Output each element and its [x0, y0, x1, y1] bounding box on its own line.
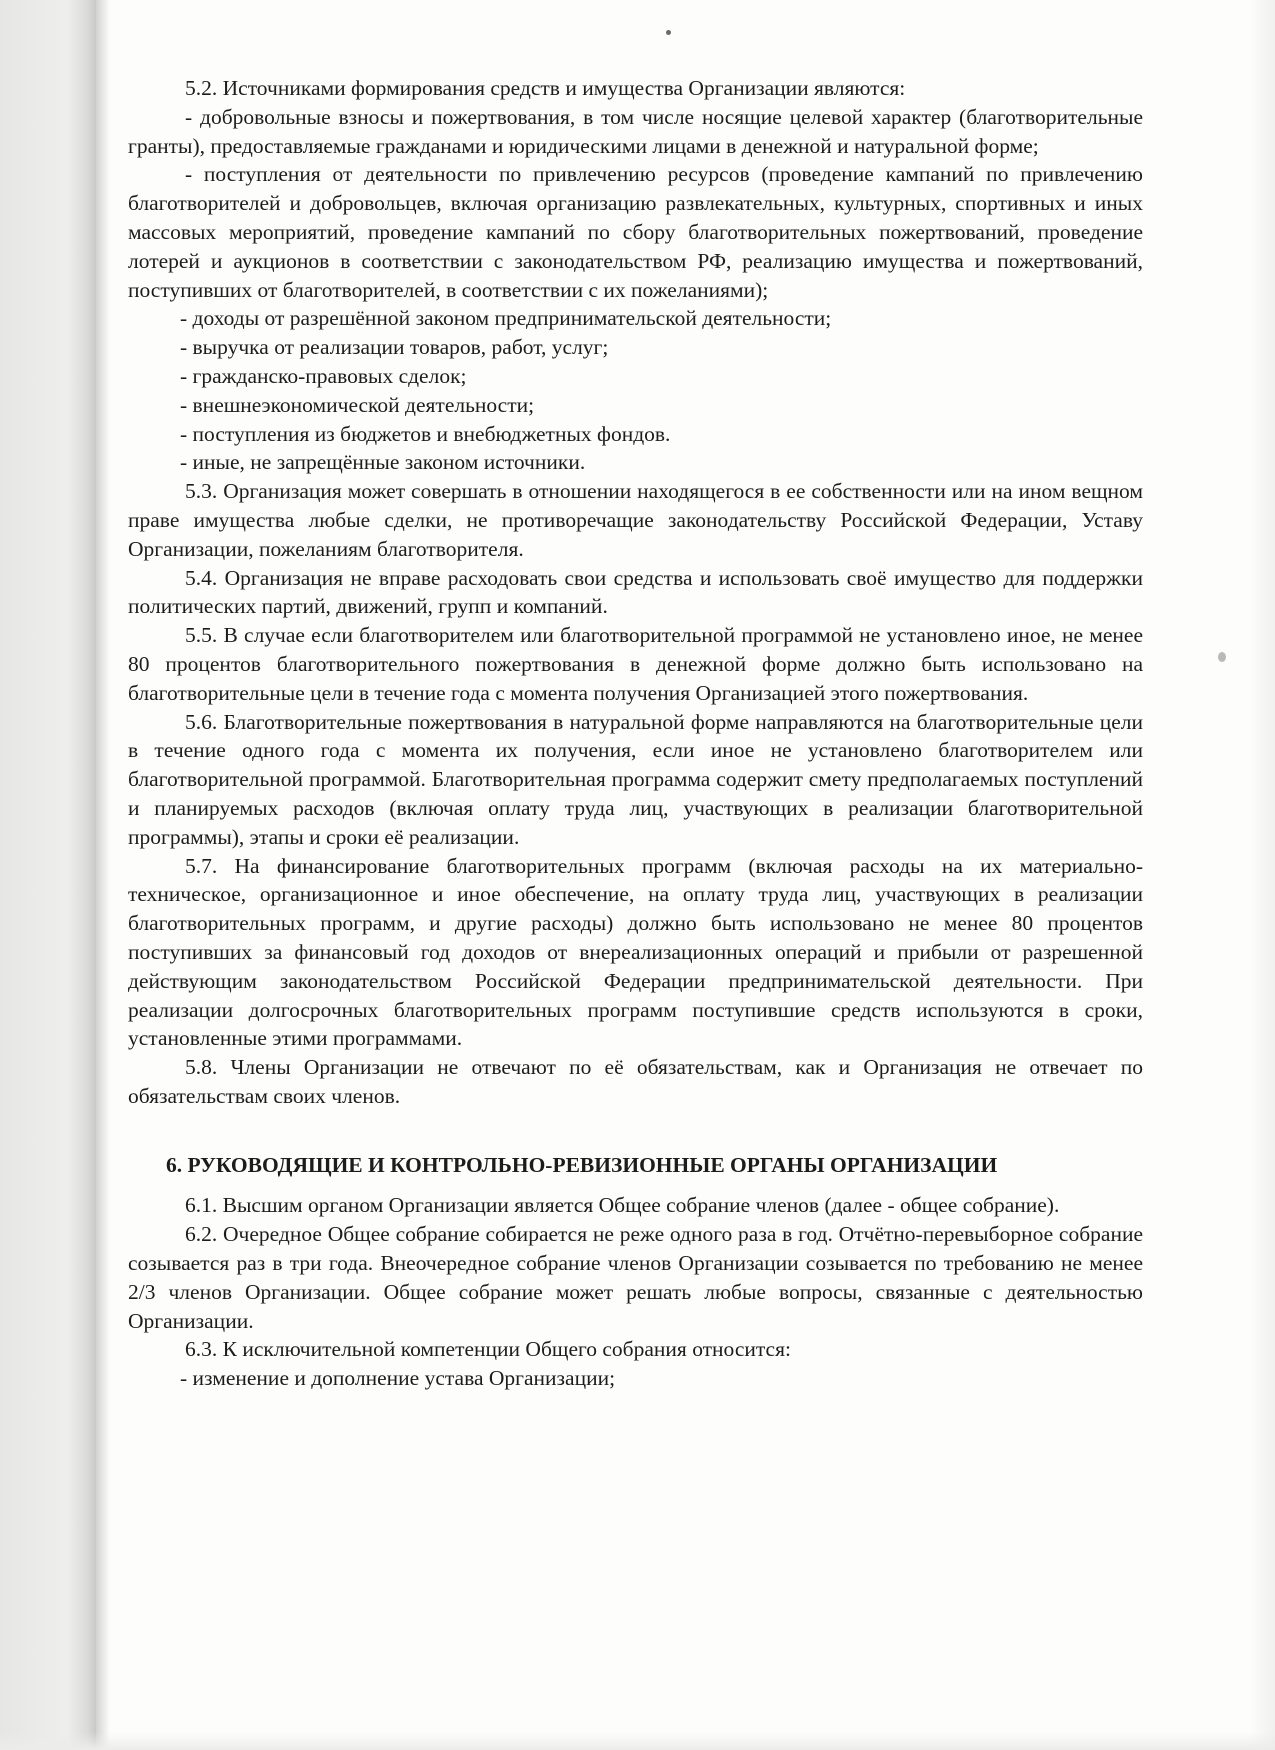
page-edge: [1249, 0, 1275, 1750]
paragraph: - добровольные взносы и пожертвования, в том числе носящие целевой характер (благотворительные гранты), предоставляемые гражданами и юридическими лицами в денежной и натуральной форме;: [128, 104, 1143, 158]
paragraph: 5.6. Благотворительные пожертвования в натуральной форме направляются на благотворительные цели в течение одного года с момента их получения, если иное не установлено благотворителем или благотворительной программой. Благотворительная программа содержит смету предполагаемых поступлений и планируемых расходов (включая оплату труда лиц, участвующих в реализации благотворительной программы), этапы и сроки её реализации.: [128, 709, 1143, 849]
paragraph: 5.8. Члены Организации не отвечают по её обязательствам, как и Организация не отвечает по обязательствам своих членов.: [128, 1055, 1143, 1108]
paragraph: 6.3. К исключительной компетенции Общего собрания относится:: [185, 1337, 791, 1362]
paragraph: 5.2. Источниками формирования средств и имущества Организации являются:: [185, 76, 906, 100]
list-item: - доходы от разрешённой законом предпринимательской деятельности;: [180, 306, 832, 331]
section-gap: [128, 1111, 1143, 1151]
binding-margin: [0, 0, 96, 1750]
list-item: - иные, не запрещённые законом источники.: [180, 450, 586, 475]
binding-shadow: [96, 0, 110, 1750]
paragraph: 5.5. В случае если благотворителем или благотворительной программой не установлено иное, не менее 80 процентов благотворительного пожертвования в денежной форме должно быть использовано на благотворительные цели в течение года с момента получения Организацией этого пожертвования.: [128, 623, 1143, 705]
scan-speck: [1218, 652, 1226, 662]
list-item: - поступления из бюджетов и внебюджетных фондов.: [180, 421, 671, 446]
page-bottom-edge: [0, 1732, 1275, 1750]
section-5-text: [128, 74, 1143, 1111]
list-item: - гражданско-правовых сделок;: [180, 363, 467, 388]
list-item: - выручка от реализации товаров, работ, услуг;: [180, 335, 609, 360]
paragraph: 5.7. На финансирование благотворительных программ (включая расходы на их материально-техническое, организационное и иное обеспечение, на оплату труда лиц, участвующих в реализации благотворительных программ, и другие расходы) должно быть использовано не менее 80 процентов поступивших за финансовый год доходов от внереализационных операций и прибыли от разрешенной действующим законодательством Российской Федерации предпринимательской деятельности. При реализации долгосрочных благотворительных программ поступившие средств используются в сроки, установленные этими программами.: [128, 853, 1143, 1051]
list-item: - внешнеэкономической деятельности;: [180, 392, 535, 417]
section-6-heading: 6. РУКОВОДЯЩИЕ И КОНТРОЛЬНО-РЕВИЗИОННЫЕ ОРГАНЫ ОРГАНИЗАЦИИ: [166, 1152, 998, 1177]
paragraph: 5.4. Организация не вправе расходовать свои средства и использовать своё имущество для поддержки политических партий, движений, групп и компаний.: [128, 565, 1143, 619]
scan-dot: [666, 30, 671, 35]
paragraph: 5.3. Организация может совершать в отношении находящегося в ее собственности или на ином вещном праве имущества любые сделки, не противоречащие законодательству Российской Федерации, Уставу Организации, пожеланиям благотворителя.: [128, 479, 1143, 561]
list-item: - изменение и дополнение устава Организации;: [180, 1366, 616, 1391]
document-body: [128, 74, 1143, 1393]
paragraph: 6.1. Высшим органом Организации является Общее собрание членов (далее - общее собрание).: [185, 1193, 1060, 1218]
paragraph: 6.2. Очередное Общее собрание собирается не реже одного раза в год. Отчётно-перевыборное собрание созывается раз в три года. Внеочередное собрание членов Организации созывается по требованию не менее 2/3 членов Организации. Общее собрание может решать любые вопросы, связанные с деятельностью Организации.: [128, 1222, 1143, 1333]
paragraph: - поступления от деятельности по привлечению ресурсов (проведение кампаний по привлечению благотворителей и добровольцев, включая организацию развлекательных, культурных, спортивных и иных массовых мероприятий, проведение кампаний по сбору благотворительных пожертвований, проведение лотерей и аукционов в соответствии с законодательством РФ, реализацию имущества и пожертвований, поступивших от благотворителей, в соответствии с их пожеланиями);: [128, 162, 1143, 302]
section-6-text: [128, 1191, 1143, 1393]
